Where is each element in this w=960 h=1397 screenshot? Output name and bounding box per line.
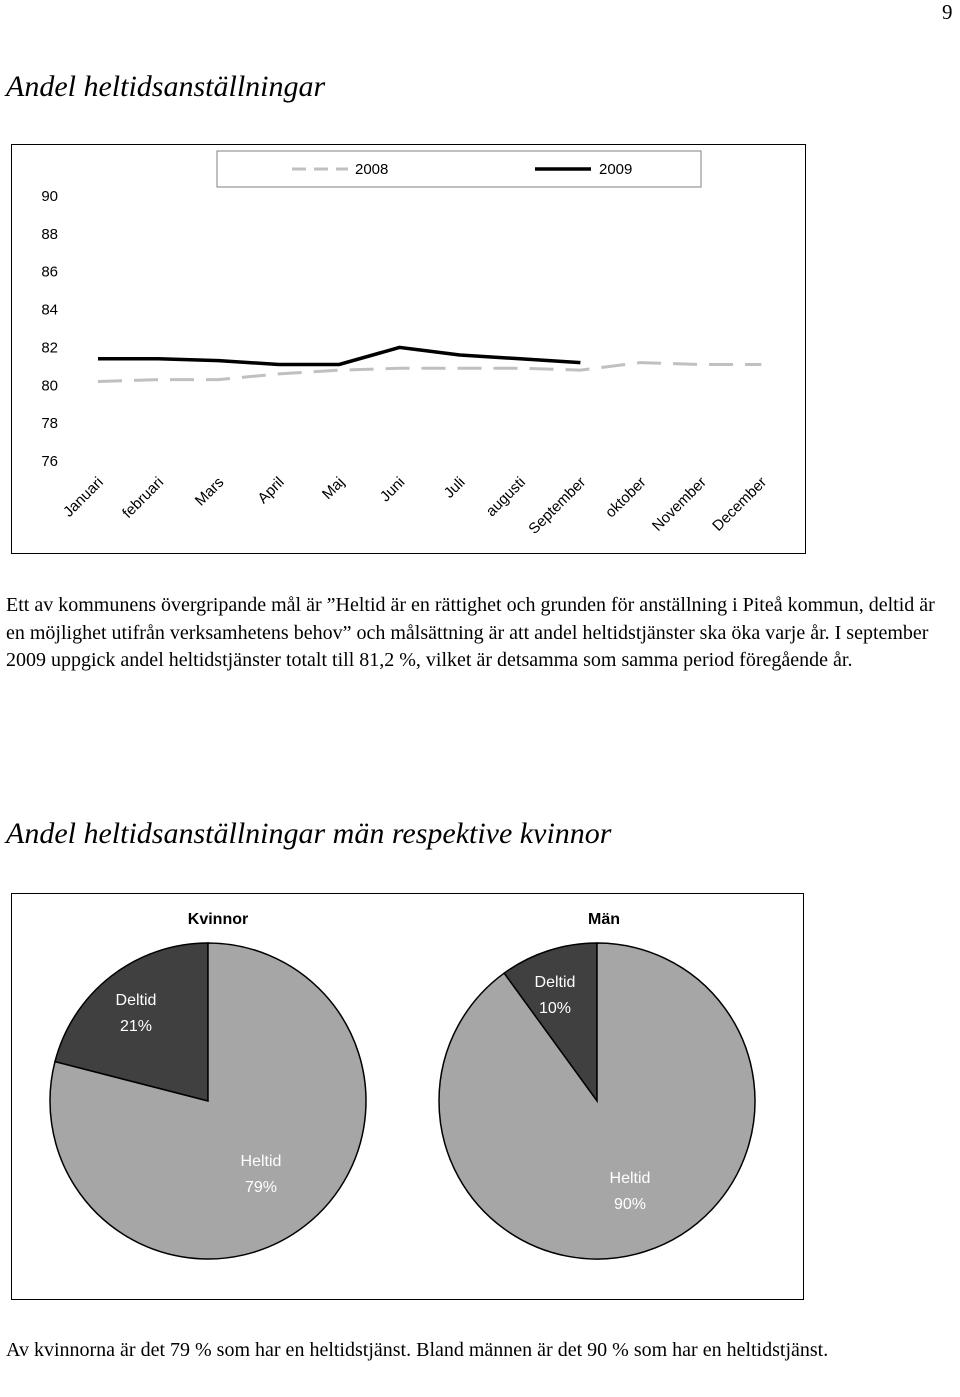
pie-value-men-deltid: 10% xyxy=(538,1000,572,1017)
section-heading-full-time: Andel heltidsanställningar xyxy=(6,70,326,103)
pie-title-women: Kvinnor xyxy=(187,911,249,928)
pie-label-men-heltid: Heltid xyxy=(609,1170,651,1187)
y-tick-label: 80 xyxy=(41,377,58,395)
y-tick-label: 76 xyxy=(41,453,58,470)
pie-value-women-deltid: 21% xyxy=(119,1018,153,1035)
legend-label-2009: 2009 xyxy=(599,161,633,178)
x-tick-label: November xyxy=(648,473,710,535)
paragraph-goal: Ett av kommunens övergripande mål är ”Heltid är en rättighet och grunden för anställning i Piteå kommun, deltid är en möjlighet utifrån verksamhetens behov” och målsättning är att andel heltidstjänster ska öka varje år. I september 2009 uppgick andel heltidstjänster totalt till 81,2 %, vilket är detsamma som samma period föregående år. xyxy=(6,594,935,671)
x-tick-label: April xyxy=(254,473,288,508)
y-tick-label: 86 xyxy=(41,263,58,281)
page-number: 9 xyxy=(942,0,953,24)
x-tick-label: Mars xyxy=(191,473,228,510)
pie-slice-men-heltid xyxy=(439,943,755,1259)
y-tick-label: 88 xyxy=(41,225,58,243)
pie-charts xyxy=(12,894,803,1299)
pie-label-women-heltid: Heltid xyxy=(240,1153,282,1170)
pie-chart-frame xyxy=(11,893,804,1300)
x-tick-label: oktober xyxy=(602,473,650,522)
pie-value-women-heltid: 79% xyxy=(244,1179,278,1196)
paragraph-gender-summary: Av kvinnorna är det 79 % som har en heltidstjänst. Bland männen är det 90 % som har en heltidstjänst. xyxy=(6,1339,829,1361)
pie-value-men-heltid: 90% xyxy=(613,1196,647,1213)
y-tick-label: 78 xyxy=(41,415,58,433)
series-line-2009 xyxy=(98,347,580,364)
x-tick-label: December xyxy=(709,473,771,535)
x-tick-label: Juli xyxy=(440,473,469,502)
series-line-2008 xyxy=(98,363,761,382)
pie-label-women-deltid: Deltid xyxy=(115,992,157,1009)
y-tick-label: 84 xyxy=(41,301,58,319)
pie-title-men: Män xyxy=(588,911,620,928)
line-chart-frame xyxy=(11,144,806,554)
x-tick-label: Juni xyxy=(376,473,409,506)
line-chart xyxy=(12,145,805,553)
x-tick-label: Maj xyxy=(318,473,349,503)
y-tick-label: 90 xyxy=(41,188,58,205)
section-heading-gender: Andel heltidsanställningar män respektive kvinnor xyxy=(6,817,612,850)
legend-label-2008: 2008 xyxy=(355,161,389,178)
pie-label-men-deltid: Deltid xyxy=(534,974,576,991)
x-tick-label: Januari xyxy=(60,473,107,521)
x-tick-label: augusti xyxy=(482,473,529,521)
y-tick-label: 82 xyxy=(41,339,58,357)
x-tick-label: februari xyxy=(119,473,168,522)
x-tick-label: September xyxy=(525,473,590,538)
